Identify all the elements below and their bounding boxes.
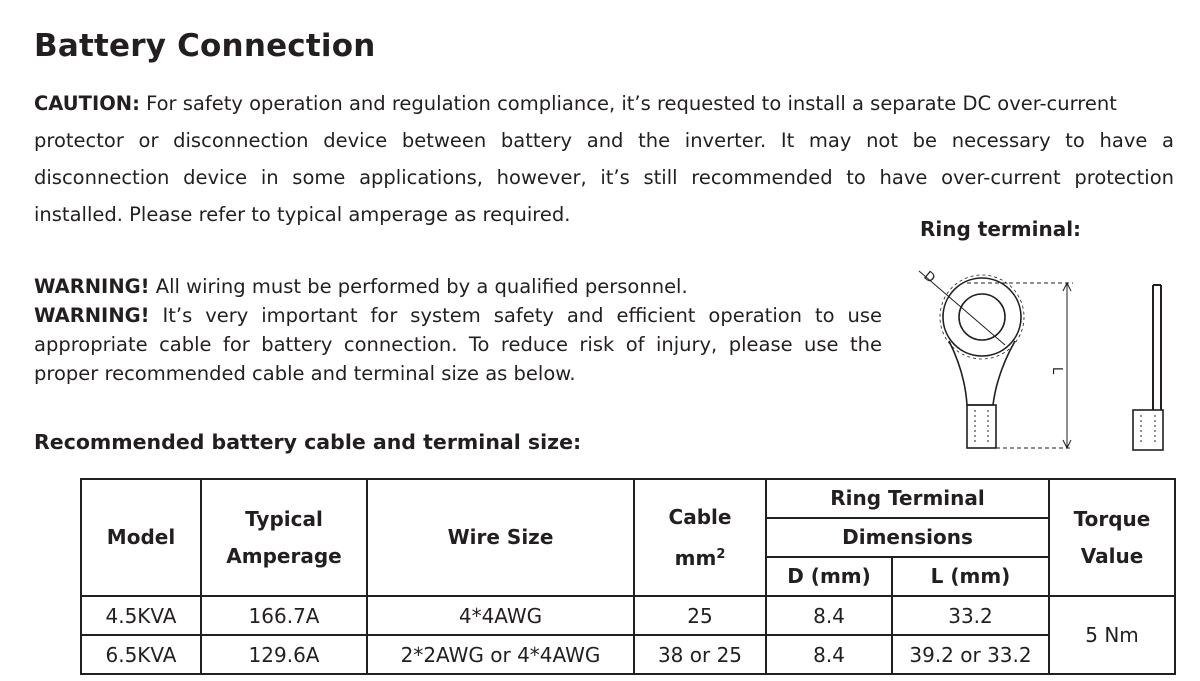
cell-amperage: 166.7A xyxy=(201,596,367,635)
table-title: Recommended battery cable and terminal size: xyxy=(34,430,582,454)
header-torque-line-1: Torque xyxy=(1073,506,1151,531)
header-amperage xyxy=(201,479,367,596)
warning-2-label: WARNING! xyxy=(34,304,150,327)
header-cable xyxy=(634,479,766,596)
caution-line-4: installed. Please refer to typical amperage as required. xyxy=(34,203,571,226)
cell-l: 39.2 or 33.2 xyxy=(892,635,1049,674)
d-dimension-line xyxy=(919,268,1005,345)
header-ring-terminal: Ring Terminal xyxy=(766,479,1049,518)
ring-hole-outline xyxy=(959,294,1005,340)
header-amperage-line-1: Typical xyxy=(245,506,323,531)
table-row xyxy=(81,635,1175,674)
header-wire-size: Wire Size xyxy=(367,479,634,596)
cell-model: 6.5KVA xyxy=(81,635,201,674)
terminal-neck xyxy=(949,341,1015,405)
warning-2-line-3: proper recommended cable and terminal size as below. xyxy=(34,362,576,385)
header-cable-line-2 xyxy=(635,536,765,577)
warning-2-line-1 xyxy=(34,301,882,330)
warning-2-line-2: appropriate cable for battery connection. To reduce risk of injury, please use the xyxy=(34,333,882,356)
caution-label: CAUTION: xyxy=(34,92,140,115)
warnings-block xyxy=(34,272,882,388)
cable-spec-table xyxy=(80,478,1176,675)
warning-1-label: WARNING! xyxy=(34,275,150,298)
warning-1-text: All wiring must be performed by a qualified personnel. xyxy=(155,275,688,298)
header-dimensions: Dimensions xyxy=(766,518,1049,557)
ring-terminal-diagram xyxy=(905,255,1175,460)
header-cable-superscript: 2 xyxy=(716,546,726,562)
cell-d: 8.4 xyxy=(766,596,892,635)
cell-amperage: 129.6A xyxy=(201,635,367,674)
cell-wire-size: 4*4AWG xyxy=(367,596,634,635)
header-torque xyxy=(1049,479,1175,596)
cell-l: 33.2 xyxy=(892,596,1049,635)
cell-torque: 5 Nm xyxy=(1049,596,1175,674)
header-cable-line-1: Cable xyxy=(668,504,732,529)
cell-cable: 38 or 25 xyxy=(634,635,766,674)
table-row xyxy=(81,596,1175,635)
caution-line-3: disconnection device in some applications, however, it’s still recommended to have over-current protection xyxy=(34,166,1174,189)
header-l-mm: L (mm) xyxy=(892,557,1049,596)
header-cable-unit: mm xyxy=(674,545,717,570)
d-dimension-label: D xyxy=(920,268,938,287)
caution-line-2: protector or disconnection device between battery and the inverter. It may not be necessary to have a xyxy=(34,129,1174,152)
cell-model: 4.5KVA xyxy=(81,596,201,635)
caution-paragraph xyxy=(34,85,1174,233)
header-model: Model xyxy=(81,479,201,596)
ring-terminal-label: Ring terminal: xyxy=(920,217,1082,241)
warning-2-text-1: It’s very important for system safety and efficient operation to use xyxy=(162,304,883,327)
terminal-barrel xyxy=(967,405,996,448)
warning-1 xyxy=(34,272,882,301)
header-d-mm: D (mm) xyxy=(766,557,892,596)
page-title: Battery Connection xyxy=(34,28,376,64)
cell-wire-size: 2*2AWG or 4*4AWG xyxy=(367,635,634,674)
cell-d: 8.4 xyxy=(766,635,892,674)
cell-cable: 25 xyxy=(634,596,766,635)
caution-text-1: For safety operation and regulation compliance, it’s requested to install a separate DC over-current xyxy=(146,92,1117,115)
l-dimension-label: L xyxy=(1049,367,1064,375)
caution-line-1 xyxy=(34,85,1174,122)
header-torque-line-2: Value xyxy=(1080,543,1144,568)
side-view-barrel xyxy=(1133,410,1163,450)
header-amperage-line-2: Amperage xyxy=(226,543,342,568)
ring-outer-outline xyxy=(943,278,1021,356)
